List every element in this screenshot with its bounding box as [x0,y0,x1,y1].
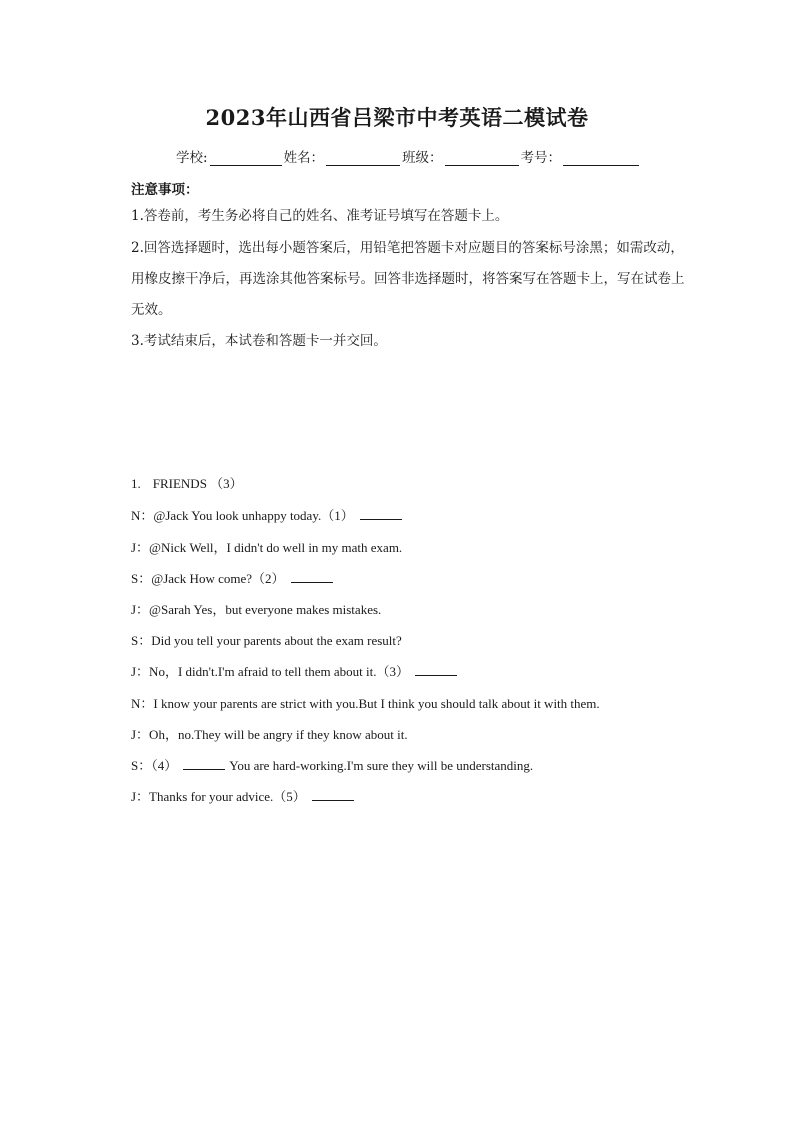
dialogue-text: N：@Jack You look unhappy today.（1） [131,508,354,523]
question-title: FRIENDS （3） [152,476,243,491]
answer-blank-3[interactable] [415,663,457,676]
dialogue-line-10 [131,786,354,805]
dialogue-line-4 [131,599,381,618]
question-heading [131,473,243,492]
field-label-exam-number: 考号： [520,150,562,166]
dialogue-line-9 [131,755,533,774]
dialogue-line-7 [131,693,600,712]
page-title: 2023年山西省吕梁市中考英语二模试卷 [205,105,589,130]
dialogue-text: N：I know your parents are strict with you.But I think you should talk about it with them. [131,696,600,711]
dialogue-text: J：@Sarah Yes，but everyone makes mistakes. [131,602,382,617]
dialogue-line-8 [131,724,408,743]
field-line-class[interactable] [445,151,519,166]
notice-item-3: 3.考试结束后，本试卷和答题卡一并交回。 [131,333,387,349]
field-line-school[interactable] [210,151,282,166]
dialogue-text: J：@Nick Well，I didn't do well in my math exam. [131,540,403,555]
answer-blank-5[interactable] [312,788,354,801]
dialogue-line-3 [131,568,333,587]
notice-heading: 注意事项： [131,182,199,198]
dialogue-text: S：（4） [131,758,178,773]
student-info-fields [176,146,641,166]
dialogue-line-5 [131,630,402,649]
answer-blank-4[interactable] [183,757,225,770]
answer-blank-2[interactable] [291,570,333,583]
field-line-exam-number[interactable] [563,151,639,166]
dialogue-text: J：No，I didn't.I'm afraid to tell them about it.（3） [131,664,410,679]
field-label-school: 学校: [176,150,208,166]
notice-item-2: 2.回答选择题时，选出每小题答案后，用铅笔把答题卡对应题目的答案标号涂黑；如需改动，用橡皮擦干净后，再选涂其他答案标号。回答非选择题时，将答案写在答题卡上，写在试卷上无效。 [131,240,685,318]
dialogue-line-1 [131,505,402,524]
dialogue-text: S：Did you tell your parents about the exam result? [131,633,402,648]
dialogue-text-after: You are hard-working.I'm sure they will be understanding. [229,758,534,773]
dialogue-text: J：Thanks for your advice.（5） [131,789,306,804]
dialogue-text: J：Oh，no.They will be angry if they know about it. [131,727,408,742]
dialogue-line-6 [131,661,457,680]
answer-blank-1[interactable] [360,507,402,520]
notice-item-1: 1.答卷前，考生务必将自己的姓名、准考证号填写在答题卡上。 [131,208,509,224]
field-label-class: 班级： [402,150,443,166]
field-label-name: 姓名： [283,150,325,166]
dialogue-line-2 [131,537,402,556]
field-line-name[interactable] [326,151,400,166]
question-number: 1. [131,476,141,491]
dialogue-text: S：@Jack How come?（2） [131,571,285,586]
